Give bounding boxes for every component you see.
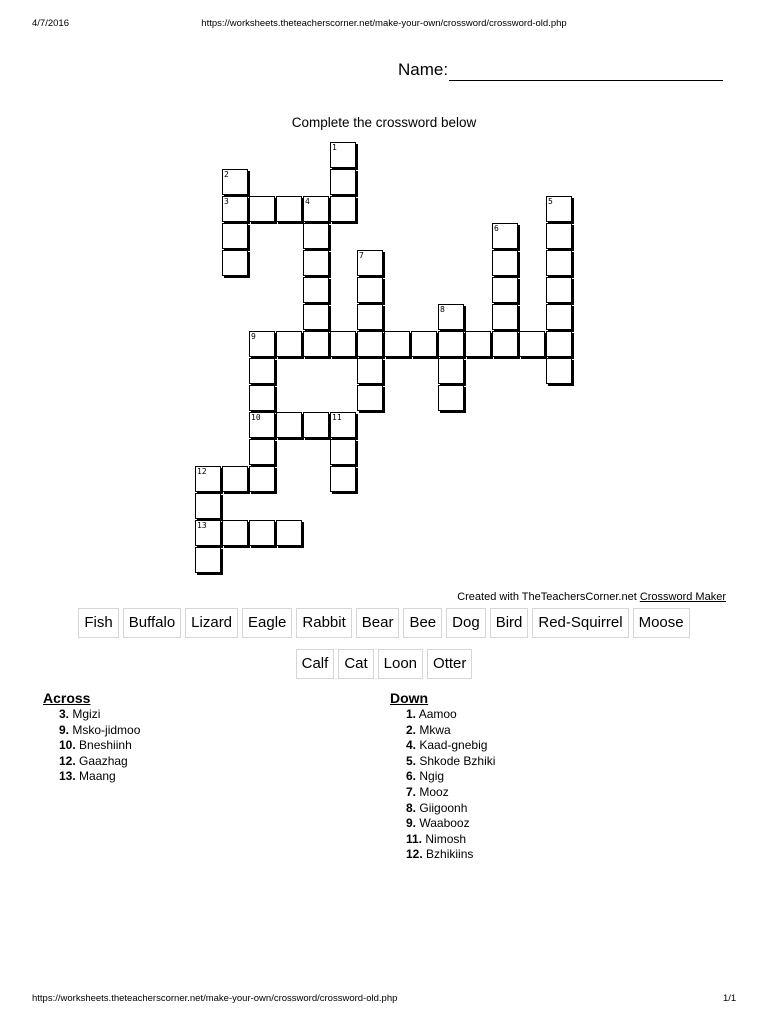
word-bank-item: Buffalo: [123, 608, 181, 638]
clue-text: Bneshiinh: [79, 738, 132, 753]
clue-text: Aamoo: [418, 707, 457, 721]
crossword-cell[interactable]: [249, 466, 275, 492]
crossword-cell[interactable]: [195, 493, 221, 519]
crossword-cell[interactable]: [357, 358, 383, 384]
down-clues: [390, 690, 495, 863]
crossword-cell[interactable]: [249, 439, 275, 465]
credit-prefix: Created with TheTeachersCorner.net: [457, 591, 637, 603]
clue-number: 12.: [406, 847, 423, 862]
crossword-cell[interactable]: [546, 250, 572, 276]
print-date: 4/7/2016: [32, 18, 69, 29]
word-bank-item: Lizard: [185, 608, 238, 638]
clue-text: Shkode Bzhiki: [419, 753, 496, 768]
crossword-cell[interactable]: [222, 223, 248, 249]
word-bank-item: Calf: [296, 649, 335, 679]
clue-number: 12.: [59, 753, 76, 768]
clue-number: 13.: [59, 769, 76, 784]
crossword-cell[interactable]: [222, 196, 248, 222]
crossword-cell[interactable]: [249, 412, 275, 438]
crossword-cell[interactable]: [330, 412, 356, 438]
crossword-cell[interactable]: [465, 331, 491, 357]
clue-text: Msko-jidmoo: [72, 722, 141, 737]
word-bank-item: Moose: [633, 608, 690, 638]
word-bank-item: Loon: [378, 649, 423, 679]
down-heading: Down: [390, 690, 429, 706]
word-bank-row-1: [0, 608, 768, 638]
page-number: 1/1: [723, 993, 737, 1004]
crossword-cell[interactable]: [249, 358, 275, 384]
clue-text: Maang: [79, 769, 116, 784]
crossword-cell[interactable]: [492, 250, 518, 276]
word-bank-item: Bird: [490, 608, 529, 638]
crossword-cell[interactable]: [357, 331, 383, 357]
clue-number: 5.: [406, 753, 417, 768]
crossword-cell[interactable]: [519, 331, 545, 357]
word-bank-item: Red-Squirrel: [532, 608, 628, 638]
crossword-cell[interactable]: [492, 331, 518, 357]
crossword-cell[interactable]: [384, 331, 410, 357]
crossword-cell[interactable]: [222, 466, 248, 492]
credit-line: [457, 591, 726, 603]
crossword-cell[interactable]: [195, 466, 221, 492]
crossword-cell[interactable]: [249, 196, 275, 222]
crossword-cell[interactable]: [330, 142, 356, 168]
cell-number: 12: [197, 467, 207, 476]
crossword-cell[interactable]: [276, 331, 302, 357]
crossword-cell[interactable]: [330, 169, 356, 195]
across-clue: [43, 707, 140, 723]
across-clues: [43, 690, 140, 785]
word-bank-item: Fish: [78, 608, 118, 638]
cell-number: 8: [440, 305, 445, 314]
clue-number: 9.: [406, 816, 417, 831]
cell-number: 11: [332, 413, 342, 422]
clue-number: 10.: [59, 738, 76, 753]
crossword-cell[interactable]: [357, 277, 383, 303]
clue-number: 3.: [59, 707, 70, 721]
crossword-cell[interactable]: [222, 520, 248, 546]
crossword-cell[interactable]: [195, 547, 221, 573]
crossword-cell[interactable]: [438, 358, 464, 384]
crossword-cell[interactable]: [546, 277, 572, 303]
crossword-cell[interactable]: [222, 169, 248, 195]
crossword-cell[interactable]: [303, 412, 329, 438]
crossword-cell[interactable]: [303, 304, 329, 330]
crossword-cell[interactable]: [249, 520, 275, 546]
across-clue-list: [43, 707, 140, 785]
crossword-cell[interactable]: [303, 196, 329, 222]
across-clue: [43, 769, 140, 785]
crossword-cell[interactable]: [303, 277, 329, 303]
crossword-cell[interactable]: [249, 385, 275, 411]
clue-number: 8.: [406, 800, 417, 815]
clue-number: 11.: [406, 831, 423, 846]
down-clue: [390, 832, 495, 848]
crossword-cell[interactable]: [546, 331, 572, 357]
cell-number: 3: [224, 197, 229, 206]
word-bank-item: Bee: [403, 608, 442, 638]
crossword-cell[interactable]: [330, 439, 356, 465]
crossword-cell[interactable]: [330, 466, 356, 492]
across-clue: [43, 723, 140, 739]
across-heading: Across: [43, 690, 91, 706]
word-bank-item: Cat: [338, 649, 373, 679]
down-clue: [390, 785, 495, 801]
clue-text: Waabooz: [419, 816, 470, 831]
clue-number: 1.: [406, 707, 417, 721]
name-label: Name:: [398, 60, 449, 79]
page-subtitle: Complete the crossword below: [291, 115, 477, 130]
crossword-cell[interactable]: [492, 277, 518, 303]
down-clue: [390, 801, 495, 817]
cell-number: 10: [251, 413, 261, 422]
crossword-cell[interactable]: [330, 196, 356, 222]
crossword-cell[interactable]: [438, 304, 464, 330]
clue-text: Giigoonh: [419, 800, 468, 815]
down-clue: [390, 754, 495, 770]
crossword-cell[interactable]: [492, 304, 518, 330]
word-bank-item: Otter: [427, 649, 472, 679]
cell-number: 4: [305, 197, 310, 206]
clue-text: Mkwa: [419, 722, 451, 737]
crossword-cell[interactable]: [438, 385, 464, 411]
crossword-cell[interactable]: [303, 250, 329, 276]
clue-number: 7.: [406, 784, 417, 799]
clue-number: 4.: [406, 738, 417, 753]
down-clue-list: [390, 707, 495, 863]
crossword-cell[interactable]: [546, 304, 572, 330]
crossword-cell[interactable]: [438, 331, 464, 357]
cell-number: 7: [359, 251, 364, 260]
crossword-cell[interactable]: [546, 196, 572, 222]
down-clue: [390, 738, 495, 754]
crossword-cell[interactable]: [411, 331, 437, 357]
cell-number: 1: [332, 143, 337, 152]
clue-number: 2.: [406, 722, 417, 737]
word-bank-row-2: [0, 649, 768, 679]
clue-text: Mooz: [419, 784, 449, 799]
clue-text: Kaad-gnebig: [419, 738, 488, 753]
across-clue: [43, 738, 140, 754]
word-bank-item: Rabbit: [296, 608, 351, 638]
down-clue: [390, 707, 495, 723]
clue-text: Mgizi: [72, 707, 101, 721]
clue-number: 6.: [406, 769, 417, 784]
page-url-header: https://worksheets.theteacherscorner.net/make-your-own/crossword/crossword-old.php: [201, 18, 567, 29]
word-bank-item: Bear: [356, 608, 400, 638]
cell-number: 6: [494, 224, 499, 233]
crossword-cell[interactable]: [195, 520, 221, 546]
down-clue: [390, 723, 495, 739]
crossword-cell[interactable]: [222, 250, 248, 276]
crossword-cell[interactable]: [276, 412, 302, 438]
crossword-cell[interactable]: [303, 331, 329, 357]
down-clue: [390, 769, 495, 785]
down-clue: [390, 816, 495, 832]
clue-text: Gaazhag: [79, 753, 128, 768]
cell-number: 5: [548, 197, 553, 206]
crossword-cell[interactable]: [357, 304, 383, 330]
clue-text: Nimosh: [425, 831, 467, 846]
crossword-cell[interactable]: [546, 358, 572, 384]
crossword-cell[interactable]: [249, 331, 275, 357]
crossword-cell[interactable]: [546, 223, 572, 249]
clue-number: 9.: [59, 722, 70, 737]
across-clue: [43, 754, 140, 770]
crossword-cell[interactable]: [357, 250, 383, 276]
cell-number: 2: [224, 170, 229, 179]
cell-number: 13: [197, 521, 207, 530]
crossword-cell[interactable]: [276, 520, 302, 546]
clue-text: Ngig: [419, 769, 445, 784]
word-bank-item: Dog: [446, 608, 486, 638]
clue-text: Bzhikiins: [426, 847, 474, 862]
crossword-cell[interactable]: [276, 196, 302, 222]
cell-number: 9: [251, 332, 256, 341]
crossword-cell[interactable]: [357, 385, 383, 411]
crossword-cell[interactable]: [492, 223, 518, 249]
page-url-footer: https://worksheets.theteacherscorner.net/make-your-own/crossword/crossword-old.php: [32, 993, 398, 1004]
crossword-cell[interactable]: [330, 331, 356, 357]
down-clue: [390, 847, 495, 863]
word-bank-item: Eagle: [242, 608, 292, 638]
crossword-maker-link[interactable]: Crossword Maker: [639, 591, 726, 603]
crossword-cell[interactable]: [303, 223, 329, 249]
